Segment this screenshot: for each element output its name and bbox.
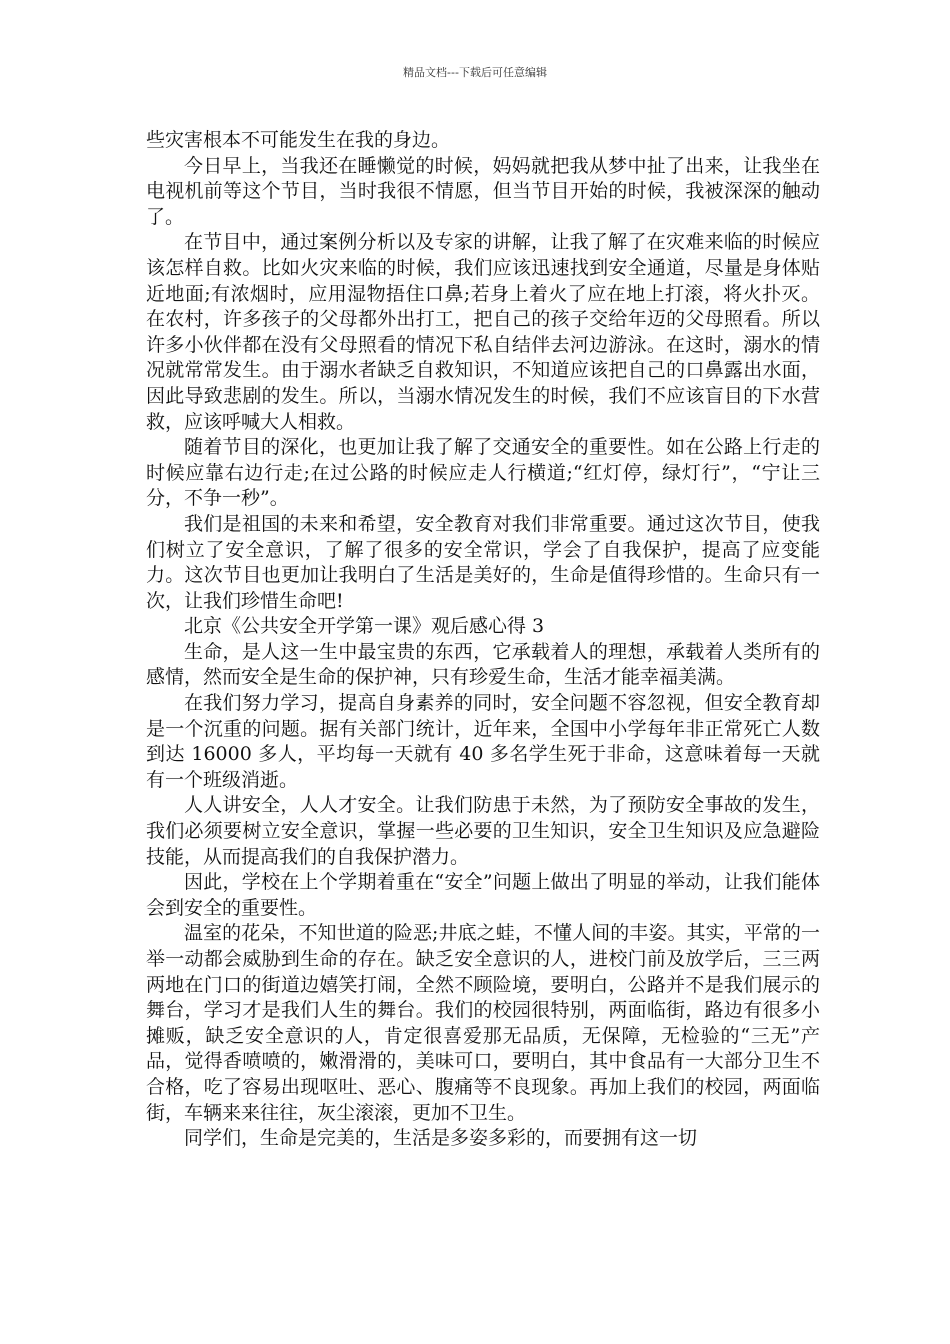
paragraph: 在我们努力学习，提高自身素养的同时，安全问题不容忽视，但安全教育却是一个沉重的问题。据有关部门统计，近年来，全国中小学每年非正常死亡人数到达 16000 多人，平均每一天就有 40 多名学生死于非命，这意味着每一天就有一个班级消逝。 bbox=[146, 692, 820, 791]
document-body bbox=[146, 128, 820, 1152]
paragraph: 今日早上，当我还在睡懒觉的时候，妈妈就把我从梦中扯了出来，让我坐在电视机前等这个节目，当时我很不情愿，但当节目开始的时候，我被深深的触动了。 bbox=[146, 154, 820, 228]
page-header: 精品文档---下载后可任意编辑 bbox=[403, 66, 547, 79]
paragraph: 人人讲安全，人人才安全。让我们防患于未然，为了预防安全事故的发生，我们必须要树立安全意识，掌握一些必要的卫生知识，安全卫生知识及应急避险技能，从而提高我们的自我保护潜力。 bbox=[146, 794, 820, 868]
paragraph: 北京《公共安全开学第一课》观后感心得 3 bbox=[184, 615, 545, 638]
paragraph: 随着节目的深化，也更加让我了解了交通安全的重要性。如在公路上行走的时候应靠右边行走;在过公路的时候应走人行横道;“红灯停，绿灯行”，“宁让三分，不争一秒”。 bbox=[146, 436, 820, 510]
paragraph: 生命，是人这一生中最宝贵的东西，它承载着人的理想，承载着人类所有的感情，然而安全是生命的保护神，只有珍爱生命，生活才能幸福美满。 bbox=[146, 640, 820, 689]
paragraph: 温室的花朵，不知世道的险恶;井底之蛙，不懂人间的丰姿。其实，平常的一举一动都会威胁到生命的存在。缺乏安全意识的人，进校门前及放学后，三三两两地在门口的街道边嬉笑打闹，全然不顾险境，要明白，公路并不是我们展示的舞台，学习才是我们人生的舞台。我们的校园很特别，两面临街，路边有很多小摊贩，缺乏安全意识的人，肯定很喜爱那无品质，无保障，无检验的“三无”产品，觉得香喷喷的，嫩滑滑的，美味可口，要明白，其中食品有一大部分卫生不合格，吃了容易出现呕吐、恶心、腹痛等不良现象。再加上我们的校园，两面临街，车辆来来往往，灰尘滚滚，更加不卫生。 bbox=[146, 922, 820, 1124]
paragraph: 因此，学校在上个学期着重在“安全”问题上做出了明显的举动，让我们能体会到安全的重要性。 bbox=[146, 871, 820, 919]
paragraph: 我们是祖国的未来和希望，安全教育对我们非常重要。通过这次节目，使我们树立了安全意识，了解了很多的安全常识，学会了自我保护，提高了应变能力。这次节目也更加让我明白了生活是美好的，生命是值得珍惜的。生命只有一次，让我们珍惜生命吧! bbox=[146, 512, 820, 612]
paragraph: 些灾害根本不可能发生在我的身边。 bbox=[146, 129, 451, 151]
paragraph: 同学们，生命是完美的，生活是多姿多彩的，而要拥有这一切 bbox=[184, 1127, 698, 1150]
paragraph: 在节目中，通过案例分析以及专家的讲解，让我了解了在灾难来临的时候应该怎样自救。比如火灾来临的时候，我们应该迅速找到安全通道，尽量是身体贴近地面;有浓烟时，应用湿物捂住口鼻;若身上着火了应在地上打滚，将火扑灭。在农村，许多孩子的父母都外出打工，把自己的孩子交给年迈的父母照看。所以许多小伙伴都在没有父母照看的情况下私自结伴去河边游泳。在这时，溺水的情况就常常发生。由于溺水者缺乏自救知识，不知道应该把自己的口鼻露出水面，因此导致悲剧的发生。所以，当溺水情况发生的时候，我们不应该盲目的下水营救，应该呼喊大人相救。 bbox=[146, 231, 820, 433]
